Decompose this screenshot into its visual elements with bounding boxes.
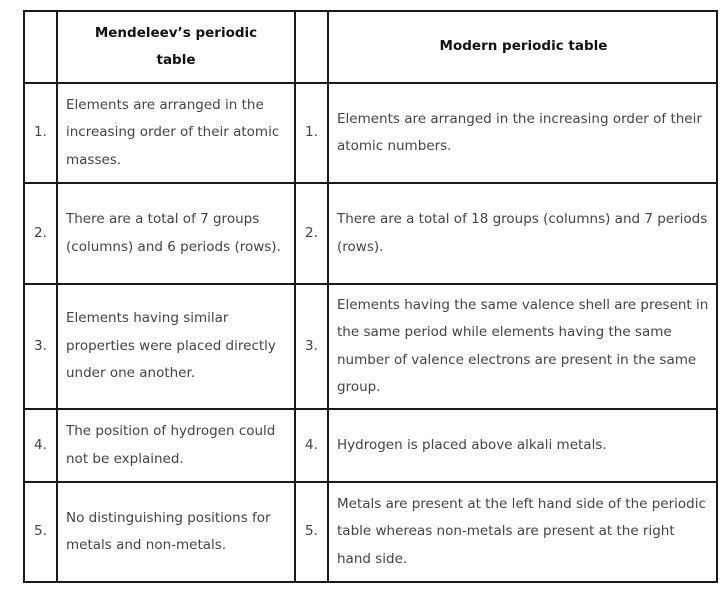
table-row xyxy=(24,183,717,284)
row-number: 2. xyxy=(24,183,57,284)
header-modern: Modern periodic table xyxy=(328,11,717,83)
mendeleev-cell: Elements are arranged in the increasing order of their atomic masses. xyxy=(57,83,295,183)
row-number: 3. xyxy=(24,284,57,409)
row-number: 1. xyxy=(24,83,57,183)
modern-cell: Elements having the same valence shell are present in the same period while elements having the same number of valence electrons are present in the same group. xyxy=(328,284,717,409)
row-number: 3. xyxy=(295,284,328,409)
table-row xyxy=(24,482,717,582)
row-number: 4. xyxy=(295,409,328,482)
row-number: 2. xyxy=(295,183,328,284)
comparison-table xyxy=(23,10,718,583)
mendeleev-cell: Elements having similar properties were placed directly under one another. xyxy=(57,284,295,409)
mendeleev-cell: The position of hydrogen could not be explained. xyxy=(57,409,295,482)
modern-cell: Metals are present at the left hand side of the periodic table whereas non-metals are present at the right hand side. xyxy=(328,482,717,582)
row-number: 5. xyxy=(295,482,328,582)
table-row xyxy=(24,409,717,482)
row-number: 4. xyxy=(24,409,57,482)
mendeleev-cell: There are a total of 7 groups (columns) and 6 periods (rows). xyxy=(57,183,295,284)
row-number: 5. xyxy=(24,482,57,582)
header-num-1 xyxy=(24,11,57,83)
row-number: 1. xyxy=(295,83,328,183)
modern-cell: Elements are arranged in the increasing order of their atomic numbers. xyxy=(328,83,717,183)
header-row xyxy=(24,11,717,83)
mendeleev-cell: No distinguishing positions for metals and non-metals. xyxy=(57,482,295,582)
modern-cell: There are a total of 18 groups (columns) and 7 periods (rows). xyxy=(328,183,717,284)
modern-cell: Hydrogen is placed above alkali metals. xyxy=(328,409,717,482)
header-num-2 xyxy=(295,11,328,83)
header-mendeleev: Mendeleev’s periodic table xyxy=(57,11,295,83)
table-row xyxy=(24,284,717,409)
table-row xyxy=(24,83,717,183)
